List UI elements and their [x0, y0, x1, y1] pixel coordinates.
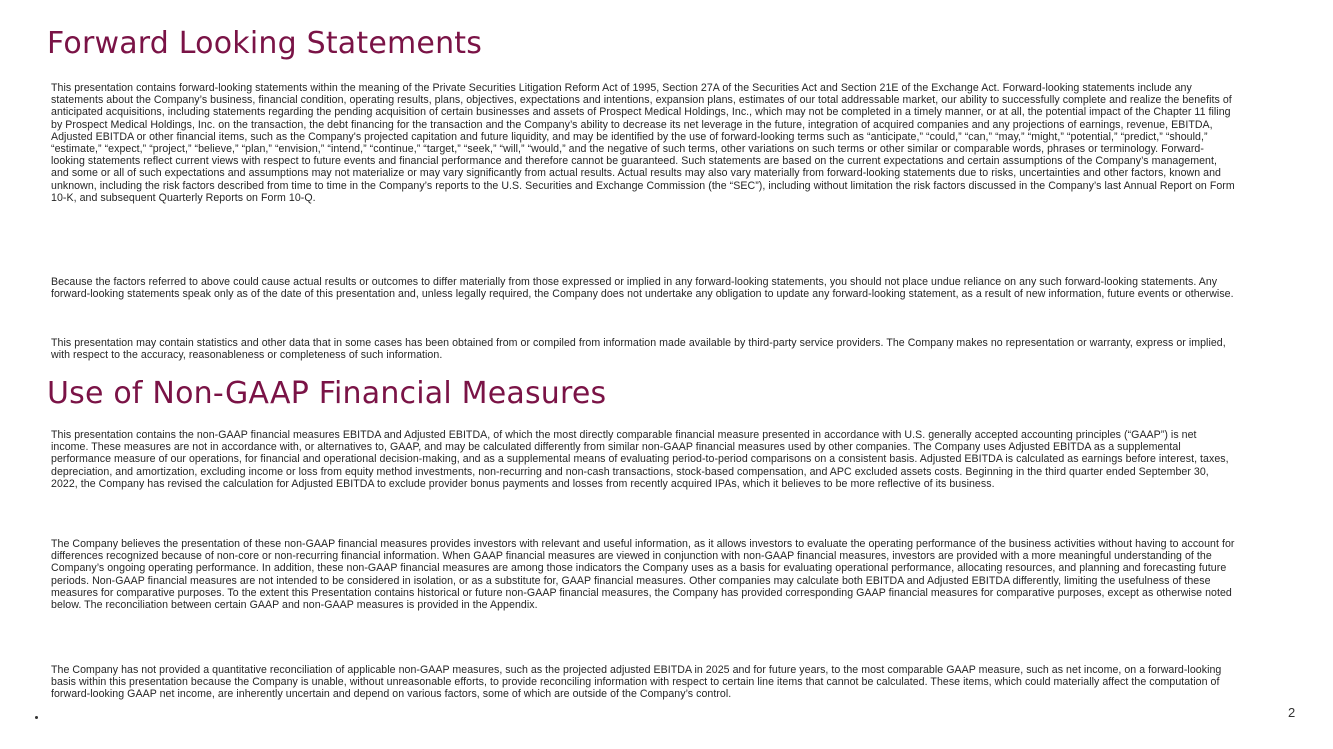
non-gaap-paragraph-2: The Company believes the presentation of these non-GAAP financial measures provides investors with relevant and useful information, as it allows investors to evaluate the operating performance of the business activities without having to account for differences recognized because of non-core or non-recurring financial information. When GAAP financial measures are viewed in conjunction with non-GAAP financial measures, investors are provided with a more meaningful understanding of the Company’s ongoing operating performance. In addition, these non-GAAP financial measures are among those indicators the Company uses as a basis for evaluating operational performance, allocating resources, and planning and forecasting future periods. Non-GAAP financial measures are not intended to be considered in isolation, or as a substitute for, GAAP financial measures. Other companies may calculate both EBITDA and Adjusted EBITDA differently, limiting the usefulness of these measures for comparative purposes. To the extent this Presentation contains historical or future non-GAAP financial measures, the Company has provided corresponding GAAP financial measures for comparative purposes, except as otherwise noted below. The reconciliation between certain GAAP and non-GAAP measures is provided in the Appendix.	[51, 538, 1235, 612]
forward-looking-paragraph-1: This presentation contains forward-looking statements within the meaning of the Private Securities Litigation Reform Act of 1995, Section 27A of the Securities Act and Section 21E of the Exchange Act. Forward-looking statements include any statements about the Company’s business, financial condition, operating results, plans, objectives, expectations and intentions, expansion plans, estimates of our total addressable market, our ability to successfully complete and realize the benefits of anticipated acquisitions, including statements regarding the pending acquisition of certain businesses and assets of Prospect Medical Holdings, Inc., which may not be completed in a timely manner, or at all, the potential impact of the Chapter 11 filing by Prospect Medical Holdings, Inc. on the transaction, the debt financing for the transaction and the Company’s ability to decrease its net leverage in the future, integration of acquired companies and any projections of earnings, revenue, EBITDA, Adjusted EBITDA or other financial items, such as the Company's projected capitation and future liquidity, and may be identified by the use of forward-looking terms such as “anticipate,” “could,” “can,” “may,” “might,” “potential,” “predict,” “should,” “estimate,” “expect,” “project,” “believe,” “plan,” “envision,” “intend,” “continue,” “target,” “seek,” “will,” “would,” and the negative of such terms, other variations on such terms or other similar or comparable words, phrases or terminology. Forward-looking statements reflect current views with respect to future events and financial performance and therefore cannot be guaranteed. Such statements are based on the current expectations and certain assumptions of the Company’s management, and some or all of such expectations and assumptions may not materialize or may vary significantly from actual results. Actual results may also vary materially from forward-looking statements due to risks, uncertainties and other factors, known and unknown, including the risk factors described from time to time in the Company’s reports to the U.S. Securities and Exchange Commission (the “SEC”), including without limitation the risk factors discussed in the Company’s last Annual Report on Form 10-K, and subsequent Quarterly Reports on Form 10-Q.	[51, 82, 1235, 204]
forward-looking-title: Forward Looking Statements	[47, 26, 483, 61]
forward-looking-paragraph-2: Because the factors referred to above could cause actual results or outcomes to differ materially from those expressed or implied in any forward-looking statements, you should not place undue reliance on any such forward-looking statements. Any forward-looking statements speak only as of the date of this presentation and, unless legally required, the Company does not undertake any obligation to update any forward-looking statement, as a result of new information, future events or otherwise.	[51, 276, 1234, 301]
bullet-dot-icon	[35, 716, 38, 719]
non-gaap-paragraph-1: This presentation contains the non-GAAP financial measures EBITDA and Adjusted EBITDA, of which the most directly comparable financial measure presented in accordance with U.S. generally accepted accounting principles (“GAAP”) is net income. These measures are not in accordance with, or alternatives to, GAAP, and may be calculated differently from similar non-GAAP financial measures used by other companies. The Company uses Adjusted EBITDA as a supplemental performance measure of our operations, for financial and operational decision-making, and as a supplemental means of evaluating period-to-period comparisons on a consistent basis. Adjusted EBITDA is calculated as earnings before interest, taxes, depreciation, and amortization, excluding income or loss from equity method investments, non-recurring and non-cash transactions, stock-based compensation, and APC excluded assets costs. Beginning in the third quarter ended September 30, 2022, the Company has revised the calculation for Adjusted EBITDA to exclude provider bonus payments and losses from recently acquired IPAs, which it believes to be more reflective of its business.	[51, 429, 1229, 490]
page-number: 2	[1288, 705, 1296, 720]
forward-looking-paragraph-3: This presentation may contain statistics and other data that in some cases has been obtained from or compiled from information made available by third-party service providers. The Company makes no representation or warranty, express or implied, with respect to the accuracy, reasonableness or completeness of such information.	[51, 337, 1226, 362]
non-gaap-section	[51, 429, 1236, 701]
non-gaap-title: Use of Non-GAAP Financial Measures	[47, 376, 607, 411]
forward-looking-section	[51, 82, 1236, 362]
non-gaap-paragraph-3: The Company has not provided a quantitative reconciliation of applicable non-GAAP measures, such as the projected adjusted EBITDA in 2025 and for future years, to the most comparable GAAP measure, such as net income, on a forward-looking basis within this presentation because the Company is unable, without unreasonable efforts, to provide reconciling information with respect to certain line items that cannot be calculated. These items, which could materially affect the computation of forward-looking GAAP net income, are inherently uncertain and depend on various factors, some of which are outside of the Company’s control.	[51, 664, 1222, 701]
